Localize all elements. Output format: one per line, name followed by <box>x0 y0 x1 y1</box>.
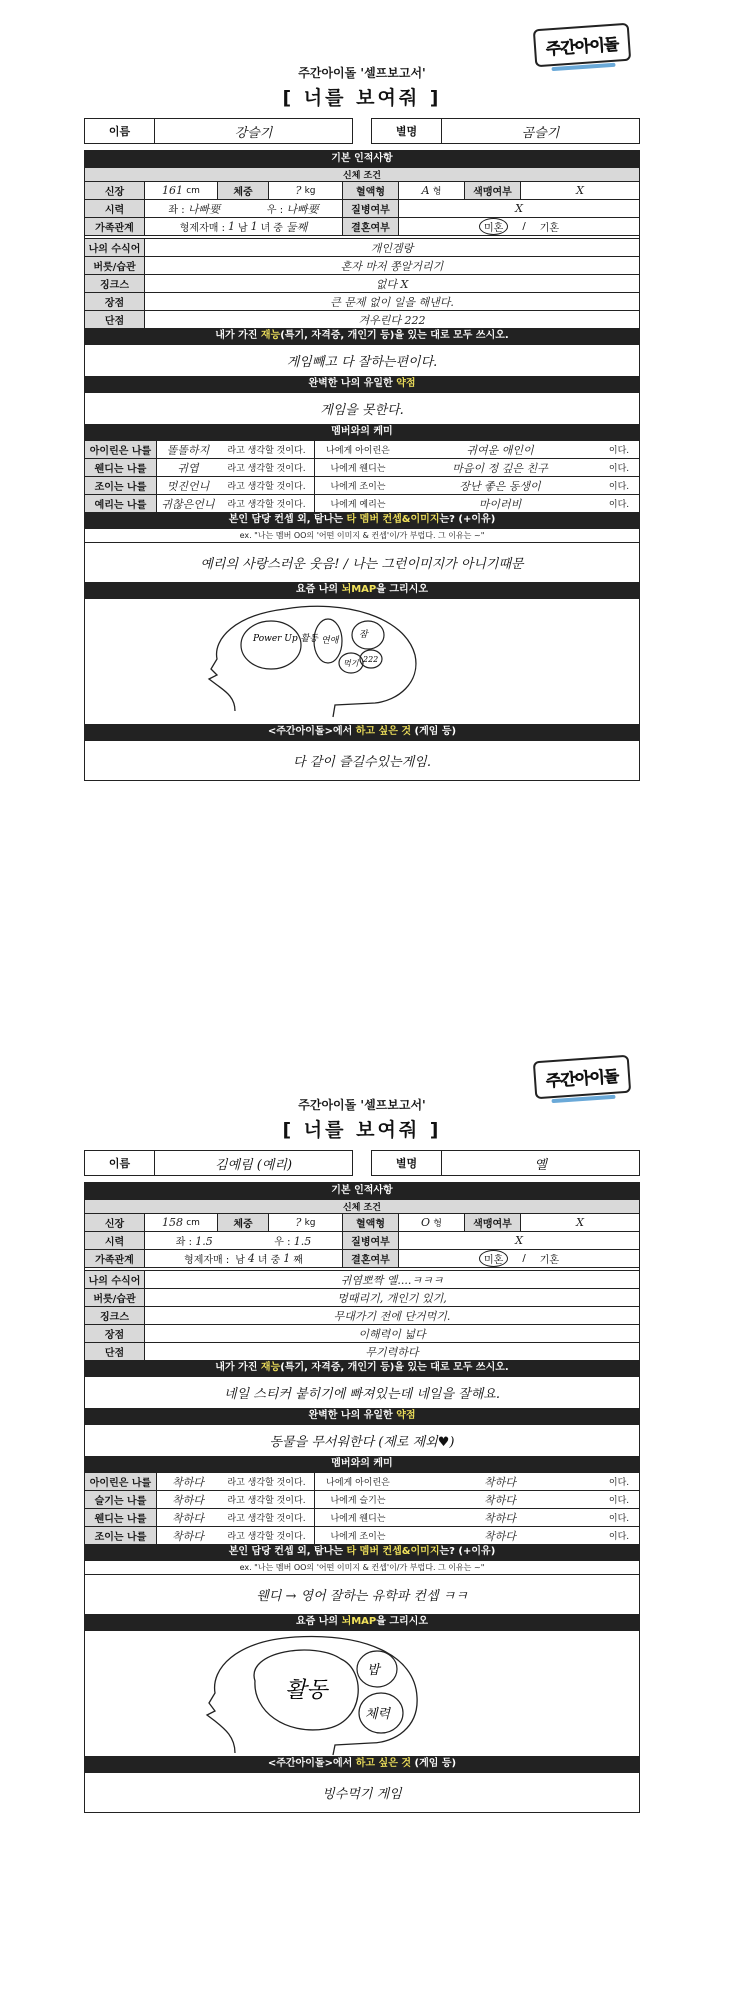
basic-info-header: 기본 인적사항 <box>85 1183 639 1199</box>
colorblind-value: X <box>576 1216 584 1229</box>
vision-row: 시력 좌 : 1.5 우 : 1.5 질병여부 X <box>85 1231 639 1249</box>
name-box <box>84 1150 353 1176</box>
nickname-label: 별명 <box>372 1151 442 1175</box>
disease-value: X <box>515 1234 523 1247</box>
weakness-row: 단점 겨우린다 222 <box>85 310 639 328</box>
basic-info-header: 기본 인적사항 <box>85 151 639 167</box>
weekly-idol-logo: 주간아이돌 <box>533 23 631 68</box>
chem-row: 조이는 나를 멋진언니 라고 생각할 것이다. 나에게 조이는 장난 좋은 동생이 이다. <box>85 476 639 494</box>
habit-row: 버릇/습관 멍때리기, 개인기 있기, <box>85 1288 639 1306</box>
info-table <box>84 1182 640 1813</box>
family-label: 가족관계 <box>85 218 145 235</box>
colorblind-label: 색맹여부 <box>465 1214 521 1231</box>
strength-row: 장점 이해력이 넓다 <box>85 1324 639 1342</box>
concept-example: ex. "나는 멤버 OO의 '어떤 이미지 & 컨셉'이/가 부럽다. 그 이유는 ~" <box>85 528 639 542</box>
disease-label: 질병여부 <box>343 200 399 217</box>
married-option: 기혼 <box>539 223 560 234</box>
name-bar <box>84 118 640 144</box>
talent-header: 내가 가진 재능(특기, 자격증, 개인기 등)을 있는 대로 모두 쓰시오. <box>85 1360 639 1376</box>
head-sketch <box>85 1631 638 1757</box>
name-box <box>84 118 353 144</box>
strength-row: 장점 큰 문제 없이 일을 해낸다. <box>85 292 639 310</box>
want-value: 빙수먹기 게임 <box>322 1787 402 1802</box>
married-label: 결혼여부 <box>343 1250 399 1267</box>
married-option: 기혼 <box>539 1255 560 1266</box>
talent-value: 네일 스티커 붙히기에 빠져있는데 네일을 잘해요. <box>224 1387 500 1402</box>
sheet-title: [ 너를 보여줘 ] <box>282 87 442 109</box>
nickname-box <box>371 1150 640 1176</box>
vision-left: 나빠要 <box>187 202 221 216</box>
complex-row: 징크스 무대가기 전에 단거먹기. <box>85 1306 639 1324</box>
strength-value: 큰 문제 없이 일을 해낸다. <box>330 295 454 309</box>
name-value: 강슬기 <box>234 125 273 141</box>
blood-label: 혈액형 <box>343 1214 399 1231</box>
colorblind-value: X <box>576 184 584 197</box>
weight-label: 체중 <box>217 182 269 199</box>
weakness-value: 겨우린다 222 <box>358 313 426 327</box>
concept-header: 본인 담당 컨셉 외, 탐나는 타 멤버 컨셉&이미지는? (+이유) <box>85 1544 639 1560</box>
sheet-title: [ 너를 보여줘 ] <box>282 1119 442 1141</box>
modifier-row: 나의 수식어 개인겜랑 <box>85 238 639 256</box>
family-row: 가족관계 형제자매 : 남 4 녀 중 1 째 결혼여부 미혼 / 기혼 <box>85 1249 639 1267</box>
concept-value: 예리의 사랑스러운 웃음! / 나는 그런이미지가 아니기때문 <box>200 557 524 572</box>
info-table <box>84 150 640 781</box>
vision-label: 시력 <box>85 200 145 217</box>
concept-example: ex. "나는 멤버 OO의 '어떤 이미지 & 컨셉'이/가 부럽다. 그 이유는 ~" <box>85 1560 639 1574</box>
chem-row: 웬디는 나를 귀엽 라고 생각할 것이다. 나에게 웬디는 마음이 정 깊은 친구 이다. <box>85 458 639 476</box>
want-value: 다 같이 즐길수있는게임. <box>293 755 431 770</box>
modifier-row: 나의 수식어 귀염뽀짝 옐....ㅋㅋㅋ <box>85 1270 639 1288</box>
weight-value: ? <box>295 184 302 197</box>
brain-label-activity: Power Up 활동 <box>253 634 318 644</box>
chem-row: 웬디는 나를 착하다 라고 생각할 것이다. 나에게 웬디는 착하다 이다. <box>85 1508 639 1526</box>
weakness-row: 단점 무기력하다 <box>85 1342 639 1360</box>
body-row: 신장 161 cm 체중 ? kg 혈액형 A 형 색맹여부 X <box>85 181 639 199</box>
single-option-circled: 미혼 <box>479 1250 508 1267</box>
complex-value: 무대가기 전에 단거먹기. <box>333 1309 451 1323</box>
talent-value: 게임빼고 다 잘하는편이다. <box>286 355 438 370</box>
blood-label: 혈액형 <box>343 182 399 199</box>
head-sketch <box>85 599 638 725</box>
nickname-value: 옐 <box>534 1157 547 1173</box>
vision-label: 시력 <box>85 1232 145 1249</box>
talent-header: 내가 가진 재능(특기, 자격증, 개인기 등)을 있는 대로 모두 쓰시오. <box>85 328 639 344</box>
habit-value: 멍때리기, 개인기 있기, <box>337 1291 447 1305</box>
body-header: 신체 조건 <box>85 168 639 181</box>
brain-map-drawing <box>85 598 639 724</box>
brain-label-stamina: 체력 <box>365 1707 391 1722</box>
brain-map-header: 요즘 나의 뇌MAP을 그리시오 <box>85 1614 639 1630</box>
nickname-box <box>371 118 640 144</box>
vision-left: 1.5 <box>195 1235 213 1248</box>
chem-row: 조이는 나를 착하다 라고 생각할 것이다. 나에게 조이는 착하다 이다. <box>85 1526 639 1544</box>
name-label: 이름 <box>85 119 155 143</box>
vision-row: 시력 좌 : 나빠要 우 : 나빠要 질병여부 X <box>85 199 639 217</box>
modifier-value: 귀염뽀짝 옐....ㅋㅋㅋ <box>340 1273 444 1287</box>
height-label: 신장 <box>85 182 145 199</box>
sibling-order: 1 <box>283 1252 291 1265</box>
family-label: 가족관계 <box>85 1250 145 1267</box>
weak-point-header: 완벽한 나의 유일한 약점 <box>85 376 639 392</box>
brain-map-header: 요즘 나의 뇌MAP을 그리시오 <box>85 582 639 598</box>
family-row: 가족관계 형제자매 : 1 남 1 녀 중 둘째 결혼여부 미혼 / 기혼 <box>85 217 639 235</box>
nickname-value: 곰슬기 <box>521 125 560 141</box>
height-value: 161 <box>162 184 184 197</box>
brain-label-sleep: 잠 <box>359 630 368 640</box>
blood-value: A <box>421 184 430 197</box>
chemistry-header: 멤버와의 케미 <box>85 1456 639 1472</box>
brain-label-activity: 활동 <box>285 1678 328 1703</box>
chem-row: 아이린은 나를 착하다 라고 생각할 것이다. 나에게 아이린은 착하다 이다. <box>85 1472 639 1490</box>
self-report-sheet-yeri <box>84 1065 640 1813</box>
habit-row: 버릇/습관 혼자 마저 쫑알거리기 <box>85 256 639 274</box>
married-label: 결혼여부 <box>343 218 399 235</box>
colorblind-label: 색맹여부 <box>465 182 521 199</box>
concept-header: 본인 담당 컨셉 외, 탐나는 타 멤버 컨셉&이미지는? (+이유) <box>85 512 639 528</box>
want-header: <주간아이돌>에서 하고 싶은 것 (게임 등) <box>85 1756 639 1772</box>
concept-value: 웬디 → 영어 잘하는 유학파 컨셉 ㅋㅋ <box>256 1589 468 1604</box>
vision-right: 나빠要 <box>286 202 319 216</box>
self-report-sheet-seulgi <box>84 33 640 781</box>
weekly-idol-logo: 주간아이돌 <box>533 1055 631 1100</box>
weight-value: ? <box>295 1216 302 1229</box>
name-label: 이름 <box>85 1151 155 1175</box>
weak-point-value: 게임을 못한다. <box>320 403 404 418</box>
weakness-value: 무기력하다 <box>365 1345 419 1359</box>
body-row: 신장 158 cm 체중 ? kg 혈액형 O 형 색맹여부 X <box>85 1213 639 1231</box>
want-header: <주간아이돌>에서 하고 싶은 것 (게임 등) <box>85 724 639 740</box>
chem-row: 아이린은 나를 똘똘하지 라고 생각할 것이다. 나에게 아이린은 귀여운 애인이 이다. <box>85 440 639 458</box>
name-bar <box>84 1150 640 1176</box>
blood-value: O <box>421 1216 431 1229</box>
strength-value: 이해력이 넓다 <box>358 1327 426 1341</box>
brain-label-222: 222 <box>363 655 379 664</box>
brain-label-dating: 연애 <box>321 636 339 646</box>
disease-label: 질병여부 <box>343 1232 399 1249</box>
chem-row: 슬기는 나를 착하다 라고 생각할 것이다. 나에게 슬기는 착하다 이다. <box>85 1490 639 1508</box>
chemistry-header: 멤버와의 케미 <box>85 424 639 440</box>
sibling-order: 둘째 <box>285 220 308 234</box>
disease-value: X <box>515 202 523 215</box>
sheet-subtitle: 주간아이돌 '셀프보고서' <box>298 66 426 80</box>
name-value: 김예림 (예리) <box>214 1157 293 1173</box>
weight-label: 체중 <box>217 1214 269 1231</box>
brain-label-food: 밥 <box>367 1663 380 1678</box>
vision-right: 1.5 <box>293 1235 312 1248</box>
complex-row: 징크스 없다 X <box>85 274 639 292</box>
brain-map-drawing <box>85 1630 639 1756</box>
chem-row: 예리는 나를 귀찮은언니 라고 생각할 것이다. 나에게 예리는 마이러비 이다. <box>85 494 639 512</box>
sheet-subtitle: 주간아이돌 '셀프보고서' <box>298 1098 426 1112</box>
weak-point-header: 완벽한 나의 유일한 약점 <box>85 1408 639 1424</box>
height-label: 신장 <box>85 1214 145 1231</box>
single-option-circled: 미혼 <box>479 218 508 235</box>
weak-point-value: 동물을 무서워한다 (제로 제외♥) <box>269 1435 455 1450</box>
nickname-label: 별명 <box>372 119 442 143</box>
modifier-value: 개인겜랑 <box>370 241 414 255</box>
body-header: 신체 조건 <box>85 1200 639 1213</box>
habit-value: 혼자 마저 쫑알거리기 <box>340 259 444 273</box>
complex-value: 없다 X <box>375 277 409 291</box>
height-value: 158 <box>162 1216 184 1229</box>
brain-label-eat: 먹기 <box>343 659 359 668</box>
